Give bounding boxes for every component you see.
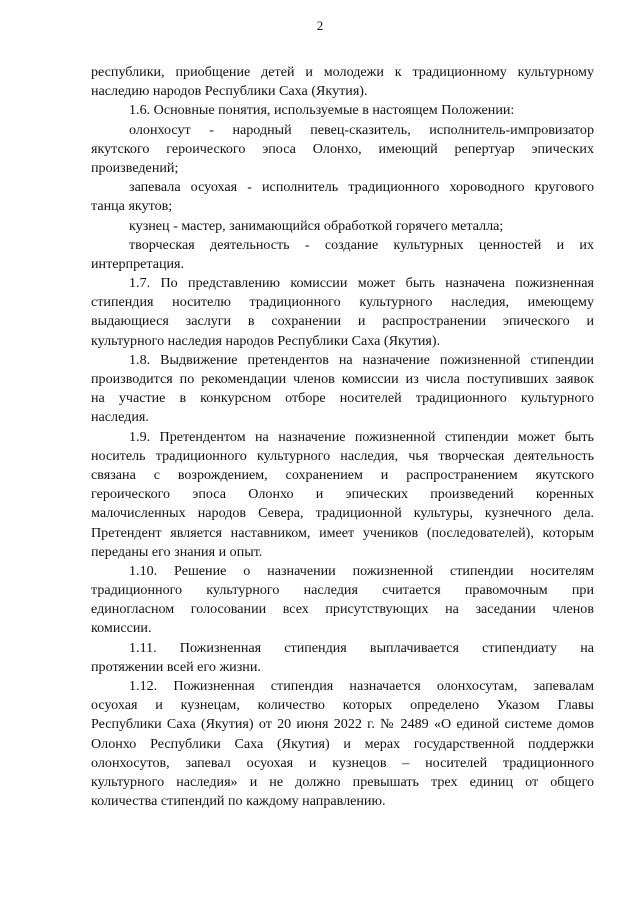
text-line: культурного наследия народов Республики Саха (Якутия). xyxy=(91,332,441,349)
text-line: 1.8. Выдвижение претендентов на назначение пожизненной стипендии xyxy=(129,351,594,368)
text-line: единогласном голосовании всех присутствующих на заседании членов xyxy=(91,601,594,618)
text-line: протяжении всей его жизни. xyxy=(91,658,261,675)
text-line: производится по рекомендации членов комиссии из числа поступивших заявок xyxy=(91,371,594,387)
page-number: 2 xyxy=(316,18,324,33)
text-line: интерпретация. xyxy=(91,255,185,272)
text-line: комиссии. xyxy=(91,620,152,637)
text-line: 1.9. Претендентом на назначение пожизненной стипендии может быть xyxy=(129,428,594,445)
text-line: танца якутов; xyxy=(91,198,173,215)
document-body xyxy=(91,63,594,811)
text-line: переданы его знания и опыт. xyxy=(91,543,263,560)
text-line: кузнец - мастер, занимающийся обработкой горячего металла; xyxy=(129,217,504,234)
text-line: республики, приобщение детей и молодежи к традиционному культурному xyxy=(91,64,594,80)
text-line: 1.11. Пожизненная стипендия выплачивается стипендиату на xyxy=(129,639,594,656)
text-line: якутского героического эпоса Олонхо, имеющий репертуар эпических xyxy=(91,140,594,157)
text-line: традиционного культурного наследия считается правомочным при xyxy=(91,582,594,599)
text-line: носитель традиционного культурного наследия, чья творческая деятельность xyxy=(91,447,594,464)
text-line: 1.6. Основные понятия, используемые в настоящем Положении: xyxy=(129,102,515,119)
text-line: 1.12. Пожизненная стипендия назначается олонхосутам, запевалам xyxy=(129,678,594,694)
text-line: выдающиеся заслуги в сохранении и распространении эпического и xyxy=(91,313,594,330)
text-line: олонхосут - народный певец-сказитель, исполнитель-импровизатор xyxy=(129,121,594,138)
text-line: на участие в конкурсном отборе носителей традиционного культурного xyxy=(91,390,594,407)
text-line: малочисленных народов Севера, традиционной культуры, кузнечного дела. xyxy=(91,505,594,522)
text-line: олонхосутов, запевал осуохая и кузнецов – носителей традиционного xyxy=(91,754,594,771)
text-line: наследия. xyxy=(91,409,149,426)
text-line: культурного наследия» и не должно превышать трех единиц от общего xyxy=(91,773,594,790)
text-line: героического эпоса Олонхо и эпических произведений коренных xyxy=(91,486,594,503)
text-line: наследию народов Республики Саха (Якутия). xyxy=(91,83,368,100)
text-line: осуохая и кузнецам, количество которых определено Указом Главы xyxy=(91,697,594,714)
text-line: количества стипендий по каждому направлению. xyxy=(91,793,386,810)
text-line: творческая деятельность - создание культурных ценностей и их xyxy=(129,236,594,253)
text-line: Претендент является наставником, имеет учеников (последователей), которым xyxy=(91,524,594,541)
text-line: Республики Саха (Якутия) от 20 июня 2022 г. № 2489 «О единой системе домов xyxy=(91,716,594,733)
text-line: произведений; xyxy=(91,159,179,176)
text-line: стипендия носителю традиционного культурного наследия, имеющему xyxy=(91,294,594,311)
text-line: связана с возрождением, сохранением и распространением якутского xyxy=(91,466,594,483)
text-line: 1.10. Решение о назначении пожизненной стипендии носителям xyxy=(129,562,594,579)
text-line: Олонхо Республики Саха (Якутия) и мерах государственной поддержки xyxy=(91,735,594,752)
text-line: запевала осуохая - исполнитель традиционного хороводного кругового xyxy=(129,179,594,196)
text-line: 1.7. По представлению комиссии может быть назначена пожизненная xyxy=(129,275,594,292)
